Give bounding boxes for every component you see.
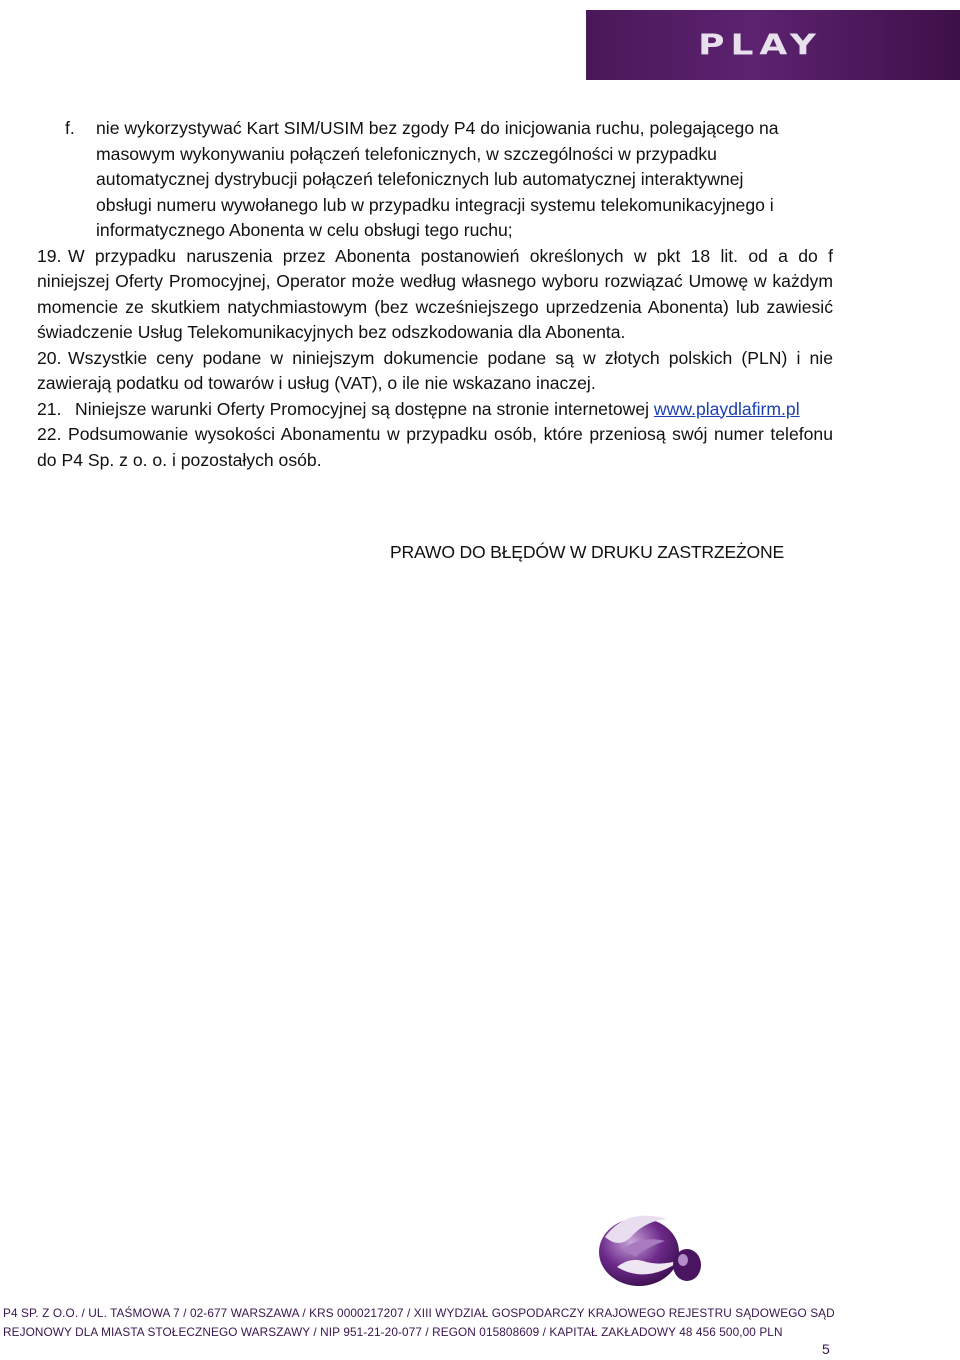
list-item-text: Wszystkie ceny podane w niniejszym dokumencie podane są w złotych polskich (PLN) i nie zawierają podatku od towarów i usług (VAT), o ile nie wskazano inaczej. bbox=[37, 347, 833, 393]
list-item-21: 21. Niniejsze warunki Oferty Promocyjnej są dostępne na stronie internetowej www.playdlafirm.pl bbox=[37, 397, 833, 423]
list-item-19: 19. W przypadku naruszenia przez Abonenta postanowień określonych w pkt 18 lit. od a do f niniejszej Oferty Promocyjnej, Operator może według własnego wyboru rozwiązać Umowę w każdym momencie ze skutkiem natychmiastowym (bez wcześniejszego uprzedzenia Abonenta) lub zawiesić świadczenie Usług Telekomunikacyjnych bez odszkodowania dla Abonenta. bbox=[37, 244, 833, 346]
list-item-text: W przypadku naruszenia przez Abonenta postanowień określonych w pkt 18 lit. od a do f niniejszej Oferty Promocyjnej, Operator może według własnego wyboru rozwiązać Umowę w każdym momencie ze skutkiem natychmiastowym (bez wcześniejszego uprzedzenia Abonenta) lub zawiesić świadczenie Usług Telekomunikacyjnych bez odszkodowania dla Abonenta. bbox=[37, 245, 833, 342]
list-item-text-body: Niniejsze warunki Oferty Promocyjnej są dostępne na stronie internetowej bbox=[75, 398, 654, 419]
list-item-text: nie wykorzystywać Kart SIM/USIM bez zgody P4 do inicjowania ruchu, polegającego na masowym wykonywaniu połączeń telefonicznych, w szczególności w przypadku automatycznej dystrybucji połączeń telefonicznych lub automatycznej interaktywnej obsługi numeru wywołanego lub w przypadku integracji systemu telekomunikacyjnego i informatycznego Abonenta w celu obsługi tego ruchu; bbox=[96, 118, 779, 240]
play-logo-icon bbox=[586, 10, 960, 80]
page-number: 5 bbox=[822, 1341, 830, 1357]
list-marker: f. bbox=[65, 118, 75, 138]
play-swirl-icon bbox=[587, 1197, 707, 1292]
document-body bbox=[37, 116, 833, 473]
footer-company-line-2: REJONOWY DLA MIASTA STOŁECZNEGO WARSZAWY / NIP 951-21-20-077 / REGON 015808609 / KAPITAŁ ZAKŁADOWY 48 456 500,00 PLN bbox=[3, 1325, 783, 1339]
list-item-20: 20. Wszystkie ceny podane w niniejszym dokumencie podane są w złotych polskich (PLN) i nie zawierają podatku od towarów i usług (VAT), o ile nie wskazano inaczej. bbox=[37, 346, 833, 397]
list-item-text bbox=[37, 397, 833, 423]
logo-text: PLAY bbox=[698, 28, 822, 62]
list-item-text: Podsumowanie wysokości Abonamentu w przypadku osób, które przeniosą swój numer telefonu do P4 Sp. z o. o. i pozostałych osób. bbox=[37, 424, 833, 470]
disclaimer-text: PRAWO DO BŁĘDÓW W DRUKU ZASTRZEŻONE bbox=[390, 542, 785, 562]
footer-company-line-1: P4 SP. Z O.O. / UL. TAŚMOWA 7 / 02-677 WARSZAWA / KRS 0000217207 / XIII WYDZIAŁ GOSPODARCZY KRAJOWEGO REJESTRU SĄDOWEGO SĄD bbox=[3, 1306, 835, 1320]
list-item-22: 22. Podsumowanie wysokości Abonamentu w przypadku osób, które przeniosą swój numer telefonu do P4 Sp. z o. o. i pozostałych osób. bbox=[37, 422, 833, 473]
list-item-f bbox=[65, 116, 833, 244]
website-link[interactable]: www.playdlafirm.pl bbox=[653, 398, 800, 419]
